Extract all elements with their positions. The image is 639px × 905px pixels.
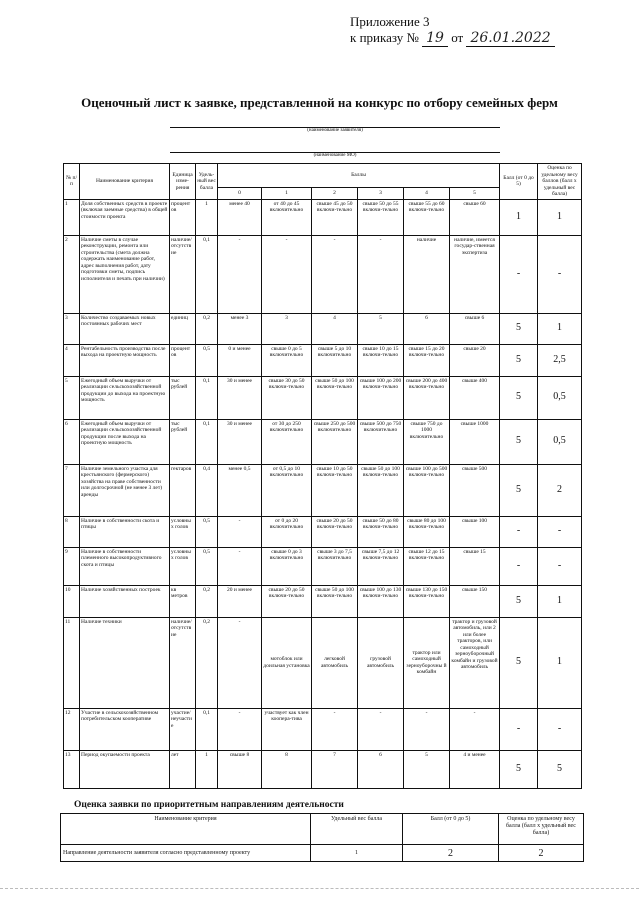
row-p2: свыше 250 до 500 включительно: [312, 419, 358, 464]
row-p0: менее 40: [218, 199, 262, 235]
row-p4: свыше 130 до 150 включи-тельно: [404, 585, 450, 617]
row-p0: -: [218, 547, 262, 585]
row-p3: 6: [358, 750, 404, 788]
col-point-5: 5: [450, 188, 500, 199]
row-criterion: Доля собственных средств в проекте (включая заемные средства) в общей стоимости проекта: [80, 199, 170, 235]
row-num: 8: [64, 516, 80, 547]
priority-table: [60, 813, 584, 862]
priority-score: 2: [403, 845, 499, 862]
row-p2: свыше 45 до 50 включи-тельно: [312, 199, 358, 235]
row-weighted: 2: [538, 464, 582, 516]
row-p5: свыше 400: [450, 376, 500, 419]
row-weight: 0,2: [196, 617, 218, 708]
row-score: -: [500, 235, 538, 313]
row-p4: трактор или самоходный зерноуборочны й комбайн: [404, 617, 450, 708]
row-unit: кв метров: [170, 585, 196, 617]
row-p5: свыше 6: [450, 313, 500, 344]
row-p5: трактор и грузовой автомобиль, или 2 или более тракторов, или самоходный зерноуборочный комбайн и грузовой автомобиль: [450, 617, 500, 708]
row-p0: свыше 8: [218, 750, 262, 788]
row-unit: процент ов: [170, 199, 196, 235]
row-p0: -: [218, 516, 262, 547]
row-unit: условны х голов: [170, 516, 196, 547]
row-p1: свыше 30 до 50 включи-тельно: [262, 376, 312, 419]
order-prefix: к приказу №: [350, 30, 419, 45]
row-unit: единиц: [170, 313, 196, 344]
row-p1: свыше 0 до 3 включительно: [262, 547, 312, 585]
row-score: -: [500, 516, 538, 547]
row-num: 1: [64, 199, 80, 235]
appendix-block: [350, 14, 610, 47]
row-weighted: 0,5: [538, 419, 582, 464]
row-p2: свыше 20 до 50 включи-тельно: [312, 516, 358, 547]
col-point-1: 1: [262, 188, 312, 199]
row-weight: 0,1: [196, 419, 218, 464]
row-p4: 6: [404, 313, 450, 344]
priority-col-weighted: Оценка по удельному весу балла (балл х удельный вес балла): [499, 814, 584, 845]
row-p1: свыше 0 до 5 включительно: [262, 344, 312, 376]
row-unit: условны х голов: [170, 547, 196, 585]
row-score: 5: [500, 419, 538, 464]
row-p1: участвует как член коопера-тива: [262, 708, 312, 750]
row-criterion: Ежегодный объем выручки от реализации сельскохозяйственной продукции до выхода на проектную мощность: [80, 376, 170, 419]
row-unit: процент ов: [170, 344, 196, 376]
row-num: 12: [64, 708, 80, 750]
row-score: 5: [500, 313, 538, 344]
row-p1: от 0,5 до 10 включительно: [262, 464, 312, 516]
row-weighted: -: [538, 516, 582, 547]
row-p5: свыше 15: [450, 547, 500, 585]
table-row: [64, 235, 582, 313]
row-score: 5: [500, 344, 538, 376]
table-row: [64, 585, 582, 617]
row-score: 5: [500, 464, 538, 516]
row-weighted: 1: [538, 617, 582, 708]
priority-col-criterion: Наименование критерия: [61, 814, 311, 845]
col-point-2: 2: [312, 188, 358, 199]
col-point-0: 0: [218, 188, 262, 199]
row-num: 4: [64, 344, 80, 376]
row-p0: -: [218, 617, 262, 708]
row-weight: 0,1: [196, 708, 218, 750]
row-p2: легковой автомобиль: [312, 617, 358, 708]
row-weight: 0,5: [196, 516, 218, 547]
row-weighted: 0,5: [538, 376, 582, 419]
row-p1: 8: [262, 750, 312, 788]
row-weight: 1: [196, 199, 218, 235]
row-p5: свыше 500: [450, 464, 500, 516]
row-num: 10: [64, 585, 80, 617]
row-weight: 1: [196, 750, 218, 788]
row-p2: 7: [312, 750, 358, 788]
row-num: 11: [64, 617, 80, 708]
table-row: [64, 199, 582, 235]
row-criterion: Наличие техники: [80, 617, 170, 708]
row-p4: свыше 100 до 500 включи-тельно: [404, 464, 450, 516]
row-p2: свыше 50 до 100 включи-тельно: [312, 585, 358, 617]
row-num: 3: [64, 313, 80, 344]
priority-title: Оценка заявки по приоритетным направлениям деятельности: [74, 800, 344, 810]
row-p4: наличие: [404, 235, 450, 313]
row-num: 9: [64, 547, 80, 585]
row-p2: свыше 10 до 50 включи-тельно: [312, 464, 358, 516]
page-title: Оценочный лист к заявке, представленной на конкурс по отбору семейных ферм: [81, 95, 558, 110]
row-p0: 30 и менее: [218, 419, 262, 464]
row-weighted: 1: [538, 199, 582, 235]
row-criterion: Рентабельность производства после выхода на проектную мощность: [80, 344, 170, 376]
row-weighted: -: [538, 708, 582, 750]
col-points: Баллы: [218, 164, 500, 188]
row-weight: 0,5: [196, 344, 218, 376]
row-num: 2: [64, 235, 80, 313]
priority-row: [61, 845, 584, 862]
row-unit: наличие/ отсутств ие: [170, 235, 196, 313]
row-p0: 0 и менее: [218, 344, 262, 376]
row-p2: 4: [312, 313, 358, 344]
row-p4: свыше 80 до 100 включи-тельно: [404, 516, 450, 547]
row-num: 7: [64, 464, 80, 516]
row-p0: -: [218, 708, 262, 750]
date-prefix: от: [451, 30, 464, 45]
row-p4: свыше 15 до 20 включи-тельно: [404, 344, 450, 376]
priority-weighted: 2: [499, 845, 584, 862]
row-p2: -: [312, 235, 358, 313]
order-date: 26.01.2022: [466, 30, 554, 47]
row-score: 5: [500, 617, 538, 708]
table-row: [64, 464, 582, 516]
table-row: [64, 313, 582, 344]
row-weighted: 5: [538, 750, 582, 788]
row-num: 6: [64, 419, 80, 464]
order-number: 19: [422, 30, 448, 47]
col-unit: Единица изме-рения: [170, 164, 196, 200]
row-weight: 0,5: [196, 547, 218, 585]
col-point-3: 3: [358, 188, 404, 199]
row-p3: 5: [358, 313, 404, 344]
table-row: [64, 419, 582, 464]
row-p3: свыше 50 до 55 включи-тельно: [358, 199, 404, 235]
row-unit: наличие/ отсутств ие: [170, 617, 196, 708]
table-row: [64, 617, 582, 708]
row-p5: свыше 20: [450, 344, 500, 376]
row-p5: -: [450, 708, 500, 750]
row-weight: 0,2: [196, 313, 218, 344]
row-p4: свыше 200 до 400 включи-тельно: [404, 376, 450, 419]
row-p3: свыше 100 до 130 включи-тельно: [358, 585, 404, 617]
row-unit: участие/ неучасти е: [170, 708, 196, 750]
row-p1: мотоблок или доильная установка: [262, 617, 312, 708]
row-weighted: 1: [538, 585, 582, 617]
row-criterion: Наличие хозяйственных построек: [80, 585, 170, 617]
row-weighted: 1: [538, 313, 582, 344]
row-score: -: [500, 708, 538, 750]
evaluation-table: [63, 163, 582, 789]
row-p0: 20 и менее: [218, 585, 262, 617]
row-unit: тыс рублей: [170, 376, 196, 419]
row-p3: грузовой автомобиль: [358, 617, 404, 708]
row-p4: 5: [404, 750, 450, 788]
row-p2: свыше 3 до 7,5 включительно: [312, 547, 358, 585]
row-p3: -: [358, 235, 404, 313]
row-unit: лет: [170, 750, 196, 788]
appendix-label: Приложение 3: [350, 14, 430, 29]
row-p0: 30 и менее: [218, 376, 262, 419]
col-num: № п/п: [64, 164, 80, 200]
row-p1: 3: [262, 313, 312, 344]
col-weighted: Оценка по удельному весу баллов (балл х удельный вес балла): [538, 164, 582, 200]
priority-criterion: Направление деятельности заявителя согласно представленному проекту: [61, 845, 311, 862]
row-p5: наличие, имеется государ-ственная экспертиза: [450, 235, 500, 313]
row-criterion: Наличие земельного участка для крестьянского (фермерского) хозяйства на праве собственности или долгосрочной (не менее 3 лет) аренды: [80, 464, 170, 516]
priority-col-weight: Удельный вес балла: [311, 814, 403, 845]
row-p5: свыше 150: [450, 585, 500, 617]
table-row: [64, 750, 582, 788]
row-p2: свыше 50 до 100 включи-тельно: [312, 376, 358, 419]
table-row: [64, 516, 582, 547]
row-score: -: [500, 547, 538, 585]
row-score: 5: [500, 585, 538, 617]
row-p5: свыше 60: [450, 199, 500, 235]
row-weight: 0,1: [196, 376, 218, 419]
row-score: 5: [500, 376, 538, 419]
col-score: Балл (от 0 до 5): [500, 164, 538, 200]
row-p3: свыше 100 до 200 включи-тельно: [358, 376, 404, 419]
row-weighted: -: [538, 235, 582, 313]
order-line: [350, 30, 610, 47]
row-p1: от 0 до 20 включительно: [262, 516, 312, 547]
row-p4: свыше 55 до 60 включи-тельно: [404, 199, 450, 235]
priority-col-score: Балл (от 0 до 5): [403, 814, 499, 845]
col-weight: Удель-ный вес балла: [196, 164, 218, 200]
row-criterion: Период окупаемости проекта: [80, 750, 170, 788]
row-p1: свыше 20 до 50 включи-тельно: [262, 585, 312, 617]
scan-edge-line: [0, 888, 639, 889]
row-criterion: Участие в сельскохозяйственном потребительском кооперативе: [80, 708, 170, 750]
row-criterion: Наличие в собственности племенного высокопродуктивного скота и птицы: [80, 547, 170, 585]
row-score: 1: [500, 199, 538, 235]
row-p2: -: [312, 708, 358, 750]
mo-caption: (наименование МО): [313, 153, 357, 158]
row-p0: менее 0,5: [218, 464, 262, 516]
row-score: 5: [500, 750, 538, 788]
row-p3: свыше 7,5 до 12 включи-тельно: [358, 547, 404, 585]
row-p1: -: [262, 235, 312, 313]
table-row: [64, 376, 582, 419]
row-p1: от 30 до 250 включительно: [262, 419, 312, 464]
row-p4: свыше 12 до 15 включи-тельно: [404, 547, 450, 585]
row-num: 5: [64, 376, 80, 419]
col-point-4: 4: [404, 188, 450, 199]
row-weighted: -: [538, 547, 582, 585]
row-p2: свыше 5 до 10 включительно: [312, 344, 358, 376]
row-p3: свыше 10 до 15 включи-тельно: [358, 344, 404, 376]
row-criterion: Наличие сметы в случае реконструкции, ремонта или строительства (смета должна содержать наименование работ, адрес выполнения работ, дату подготовки сметы, подпись исполнителя и печать при наличии): [80, 235, 170, 313]
row-p3: свыше 50 до 80 включи-тельно: [358, 516, 404, 547]
row-p3: свыше 500 до 750 включительно: [358, 419, 404, 464]
row-p3: свыше 50 до 100 включи-тельно: [358, 464, 404, 516]
row-unit: гектаров: [170, 464, 196, 516]
row-criterion: Ежегодный объем выручки от реализации сельскохозяйственной продукции после выхода на проектную мощность: [80, 419, 170, 464]
row-weight: 0,2: [196, 585, 218, 617]
row-p5: 4 и менее: [450, 750, 500, 788]
row-p0: менее 3: [218, 313, 262, 344]
row-p5: свыше 100: [450, 516, 500, 547]
row-p3: -: [358, 708, 404, 750]
row-criterion: Количество создаваемых новых постоянных рабочих мест: [80, 313, 170, 344]
row-weight: 0,1: [196, 235, 218, 313]
table-row: [64, 708, 582, 750]
row-criterion: Наличие в собственности скота и птицы: [80, 516, 170, 547]
row-weight: 0,4: [196, 464, 218, 516]
row-num: 13: [64, 750, 80, 788]
priority-weight: 1: [311, 845, 403, 862]
row-p4: свыше 750 до 1000 включительно: [404, 419, 450, 464]
row-unit: тыс рублей: [170, 419, 196, 464]
table-row: [64, 547, 582, 585]
col-criterion: Наименование критерия: [80, 164, 170, 200]
row-p4: -: [404, 708, 450, 750]
table-row: [64, 344, 582, 376]
row-p5: свыше 1000: [450, 419, 500, 464]
row-p1: от 40 до 45 включительно: [262, 199, 312, 235]
applicant-caption: (наименование заявителя): [307, 128, 363, 133]
row-weighted: 2,5: [538, 344, 582, 376]
row-p0: -: [218, 235, 262, 313]
